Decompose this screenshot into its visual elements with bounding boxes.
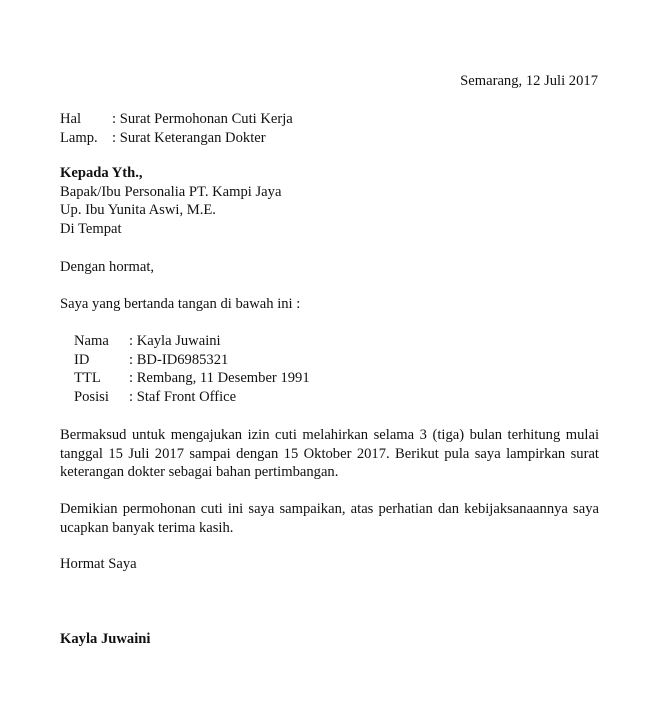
subject-label: Hal bbox=[60, 111, 82, 127]
recipient-line: Bapak/Ibu Personalia PT. Kampi Jaya bbox=[60, 183, 282, 200]
attachment-row bbox=[60, 129, 293, 148]
greeting: Dengan hormat, bbox=[60, 259, 155, 275]
recipient-line: Up. Ibu Yunita Aswi, M.E. bbox=[60, 202, 216, 218]
identity-label: Posisi bbox=[74, 388, 109, 405]
recipient-block bbox=[60, 164, 281, 238]
identity-value: : BD-ID6985321 bbox=[129, 351, 229, 368]
attachment-value: : Surat Keterangan Dokter bbox=[112, 129, 266, 146]
identity-value: : Rembang, 11 Desember 1991 bbox=[129, 370, 310, 386]
identity-value: : Kayla Juwaini bbox=[129, 333, 221, 349]
recipient-salutation: Kepada Yth., bbox=[60, 165, 143, 181]
identity-block bbox=[74, 332, 310, 406]
body-paragraph: Demikian permohonan cuti ini saya sampaikan, atas perhatian dan kebijaksanaannya saya ucapkan banyak terima kasih. bbox=[60, 501, 599, 536]
identity-row bbox=[74, 351, 310, 370]
subject-row bbox=[60, 110, 293, 129]
identity-value: : Staf Front Office bbox=[129, 388, 237, 405]
closing-text: Hormat Saya bbox=[60, 556, 137, 572]
intro-text: Saya yang bertanda tangan di bawah ini : bbox=[60, 296, 301, 312]
place-date: Semarang, 12 Juli 2017 bbox=[460, 73, 598, 89]
body-paragraph: Bermaksud untuk mengajukan izin cuti melahirkan selama 3 (tiga) bulan terhitung mulai tanggal 15 Juli 2017 sampai dengan 15 Oktober 2017. Berikut pula saya lampirkan surat keterangan dokter sebagai bahan pertimbangan. bbox=[60, 427, 599, 480]
attachment-label: Lamp. bbox=[60, 129, 98, 146]
recipient-line: Di Tempat bbox=[60, 220, 122, 237]
signer-name: Kayla Juwaini bbox=[60, 631, 151, 647]
identity-label: TTL bbox=[74, 370, 101, 386]
subject-block bbox=[60, 110, 293, 147]
identity-label: Nama bbox=[74, 333, 109, 349]
subject-value: : Surat Permohonan Cuti Kerja bbox=[112, 111, 293, 127]
identity-label: ID bbox=[74, 351, 90, 368]
identity-row bbox=[74, 369, 310, 388]
identity-row bbox=[74, 388, 310, 407]
identity-row bbox=[74, 332, 310, 351]
